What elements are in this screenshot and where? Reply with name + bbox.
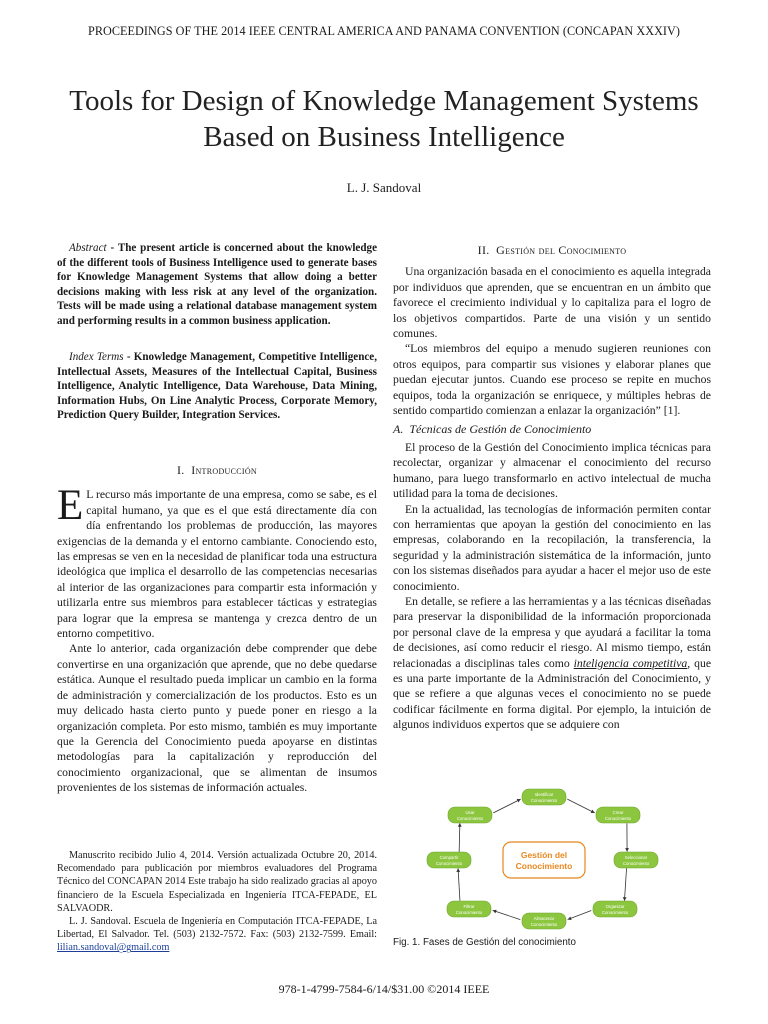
body-paragraph: En la actualidad, las tecnologías de información permiten contar con herramientas que apoyan la gestión del conocimiento en las empresas, colaborando en la recopilación, la transferencia, la seguridad y la administración sistemática de la información, junto con los sistemas diseñados para ayudar a hacer el mejor uso de este conocimiento.	[393, 502, 711, 593]
drop-cap: E	[57, 482, 84, 530]
phase-label: Filtrar	[463, 904, 475, 909]
phase-label: Compartir	[439, 855, 459, 860]
phase-label: Conocimiento	[456, 816, 484, 821]
phase-label: Conocimiento	[622, 861, 650, 866]
index-terms-label: Index Terms	[69, 351, 124, 363]
section-gestion	[393, 243, 711, 733]
body-paragraph: En detalle, se refiere a las herramientas y a las técnicas diseñadas para preservar la disponibilidad de la información proporcionada por personal clave de la empresa y que ayudará a facilitar la toma de decisiones, así como reducir el riesgo. Al mismo tiempo, están relacionadas a disciplinas tales como inteligencia competitiva, que es una parte importante de la Administración del Conocimiento, y que se refiere a que algunas veces el conocimiento no se puede codificar fácilmente en forma digital. Por ejemplo, la intuición de algunos individuos expertos que se adquiere con	[393, 594, 712, 732]
phase-label: Identificar	[534, 792, 554, 797]
knowledge-cycle-diagram	[425, 785, 663, 931]
footnote-manuscript: Manuscrito recibido Julio 4, 2014. Versión actualizada Octubre 20, 2014. Recomendado para publicación por miembros evaluadores del Programa Técnico del CONCAPAN 2014 Este trabajo ha sido realizado gracias al apoyo financiero de la Escuela Especializada en Ingeniería ITCA-FEPADE, EL SALVAODR.	[57, 850, 377, 914]
phase-label: Conocimiento	[604, 816, 632, 821]
footnote-author: L. J. Sandoval. Escuela de Ingeniería en Computación ITCA-FEPADE, La Libertad, El Salvador. Tel. (503) 2132-7572. Fax: (503) 2132-7599. Email: lilian.sandoval@gmail.com	[57, 916, 377, 954]
section-heading: I. Introducción	[176, 463, 258, 477]
phase-label: Organizar	[605, 904, 625, 909]
section-introduction	[57, 463, 377, 796]
center-node	[503, 842, 585, 878]
intro-paragraph: Ante lo anterior, cada organización debe comprender que debe convertirse en una organización que aprende, que no debe quedarse estática. Aunque el resultado pueda implicar un cambio en la forma de administración y comercialización de los productos. Esto es un muy delicado hasta cierto punto y puede poner en riesgo a la organización completa. Por esto mismo, también es muy importante que la Gerencia del Conocimiento pueda apoyarse en distintas metodologías para la capitalización y reproducción del conocimiento organizacional, que se alimentan de insumos provenientes de los sistemas de información actuales.	[57, 642, 377, 795]
phase-label: Crear	[612, 810, 624, 815]
knowledge-cycle-figure	[425, 785, 663, 931]
section-heading: II. Gestión del Conocimiento	[477, 243, 627, 257]
intro-paragraph: E L recurso más importante de una empresa, como se sabe, es el capital humano, ya que es el que está directamente día con día enfrentando los problemas de producción, las mayores exigencias de la demanda y el entorno cambiante. Conociendo esto, las empresas se ven en la necesidad de planificar toda una estructura ideológica que implica el desarrollo de las competencias necesarias al interior de las organizaciones para compartir esta información y utilizarla entre sus miembros para establecer tácticas y estrategias para lograr que la empresa se mantenga y crezca dentro de un entorno competitivo.	[57, 482, 377, 641]
phase-label: Conocimiento	[530, 922, 558, 927]
phase-label: Usar	[465, 810, 475, 815]
term-inteligencia-competitiva: inteligencia competitiva	[573, 656, 688, 670]
phase-label: Conocimiento	[455, 910, 483, 915]
footnote	[57, 849, 377, 955]
author-email-link[interactable]: lilian.sandoval@gmail.com	[57, 942, 170, 954]
phase-label: Conocimiento	[530, 798, 558, 803]
center-label: Conocimiento	[515, 861, 573, 871]
phase-label: Seleccionar	[624, 855, 648, 860]
abstract-label: Abstract	[69, 242, 107, 254]
quote-paragraph: “Los miembros del equipo a menudo sugieren reuniones con otros equipos, para compartir sus visiones y elaborar planes que puedan ejecutar juntos. Cuando ese proceso se repite en muchos equipos, toda la organización se enriquece, y múltiples hebras de sentido compartido comienzan a enlazar la organización” [1].	[393, 342, 711, 418]
phase-label: Almacenar	[533, 916, 555, 921]
subsection-heading: A. Técnicas de Gestión de Conocimiento	[393, 422, 592, 437]
abstract-text: - The present article is concerned about the knowledge of the different tools of Business Intelligence used to generate bases for Knowledge Management Systems that allow doing a better decisions making with less risk at any level of the organization. Tests will be made using a relational database management system and performing results in a common business application.	[57, 242, 377, 327]
running-head: PROCEEDINGS OF THE 2014 IEEE CENTRAL AMERICA AND PANAMA CONVENTION (CONCAPAN XXXIV)	[88, 24, 680, 38]
phase-label: Conocimiento	[435, 861, 463, 866]
body-paragraph: Una organización basada en el conocimiento es aquella integrada por individuos que aprenden, que se encuentran en un ámbito que favorece el crecimiento individual y lo capitaliza para el logro de los objetivos compartidos. Parte de una visión y un sentido comunes.	[393, 265, 711, 341]
paper-author: L. J. Sandoval	[346, 180, 422, 195]
figure-caption: Fig. 1. Fases de Gestión del conocimiento	[393, 937, 576, 948]
center-label: Gestión del	[520, 850, 568, 860]
body-paragraph: El proceso de la Gestión del Conocimiento implica técnicas para recolectar, organizar y almacenar el conocimiento del recurso humano, para luego transformarlo en activo intelectual de mucha utilidad para la toma de decisiones.	[393, 440, 711, 501]
phase-label: Conocimiento	[601, 910, 629, 915]
index-terms	[57, 350, 377, 423]
abstract	[57, 241, 377, 328]
paper-title: Tools for Design of Knowledge Management Systems Based on Business Intelligence	[69, 85, 699, 153]
copyright-line: 978-1-4799-7584-6/14/$31.00 ©2014 IEEE	[278, 982, 490, 996]
index-terms-text: - Knowledge Management, Competitive Intelligence, Intellectual Assets, Measures of the Intellectual Capital, Business Intelligence, Analytic Intelligence, Data Warehouse, Data Mining, Information Hubs, On Line Analytic Process, Corporate Memory, Prediction Query Builder, Integration Services.	[57, 351, 377, 421]
